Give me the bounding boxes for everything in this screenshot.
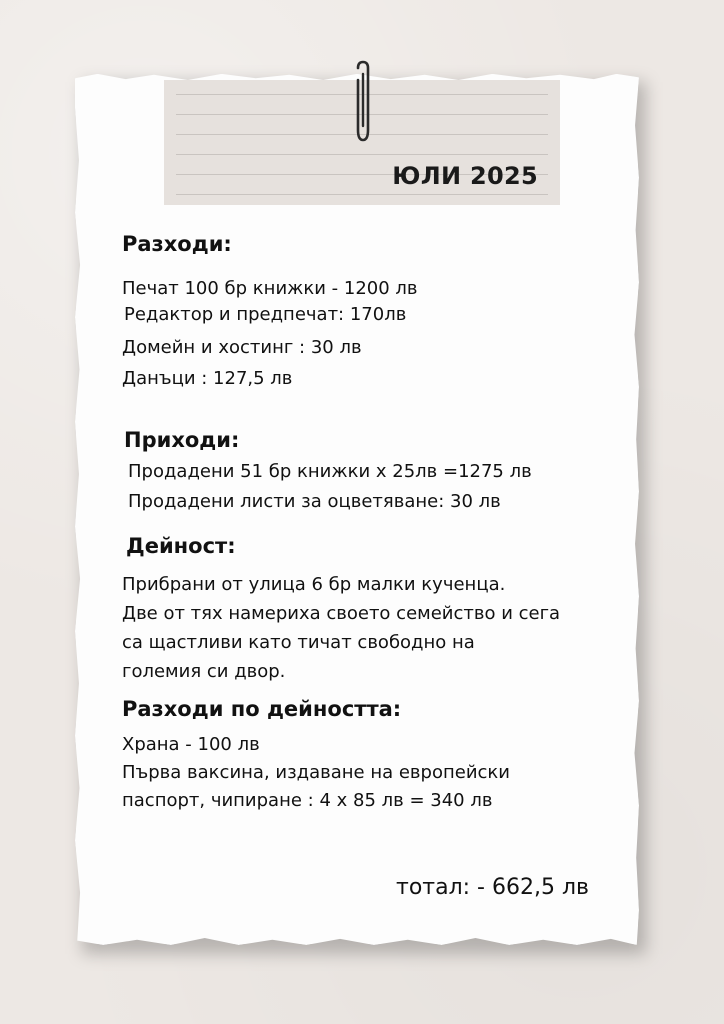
expense-item: Домейн и хостинг : 30 лв [122,337,362,358]
activity-line: Две от тях намериха своето семейство и сега [122,603,561,624]
note-line [176,194,548,195]
expense-item: Данъци : 127,5 лв [122,368,293,389]
activity-line: са щастливи като тичат свободно на [122,632,475,653]
expense-item: Редактор и предпечат: 170лв [124,304,407,325]
activity-line: Прибрани от улица 6 бр малки кученца. [122,574,506,595]
activity-line: големия си двор. [122,661,286,682]
expense-item: Печат 100 бр книжки - 1200 лв [122,278,418,299]
activity-expenses-heading: Разходи по дейността: [122,697,402,721]
expenses-heading: Разходи: [122,232,232,256]
activity-expense-line: Храна - 100 лв [122,734,260,755]
activity-heading: Дейност: [126,534,236,558]
activity-expense-line: Първа ваксина, издаване на европейски [122,762,510,783]
income-heading: Приходи: [124,428,240,452]
month-title: ЮЛИ 2025 [392,162,538,190]
income-item: Продадени листи за оцветяване: 30 лв [128,491,501,512]
note-line [176,154,548,155]
income-item: Продадени 51 бр книжки х 25лв =1275 лв [128,461,532,482]
total-amount: тотал: - 662,5 лв [396,875,589,900]
activity-expense-line: паспорт, чипиране : 4 х 85 лв = 340 лв [122,790,493,811]
paperclip-icon [350,60,376,144]
